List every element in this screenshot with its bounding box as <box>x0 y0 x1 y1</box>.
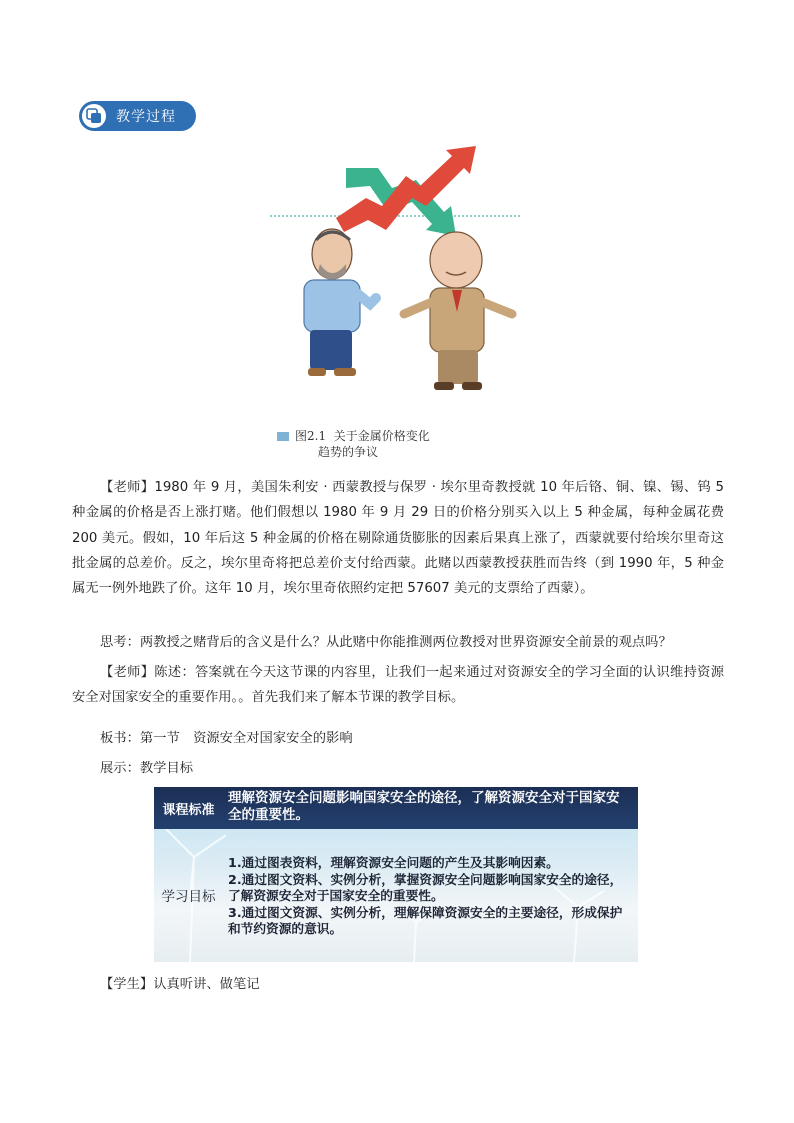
objective-item-2: 2.通过图文资料、实例分析，掌握资源安全问题影响国家安全的途径，了解资源安全对于国家安全的重要性。 <box>228 871 623 903</box>
teacher-paragraph-2 <box>72 660 724 711</box>
course-standard-text: 理解资源安全问题影响国家安全的途径，了解资源安全对于国家安全的重要性。 <box>228 790 620 823</box>
course-standard-label: 课程标准 <box>162 802 215 818</box>
stacked-cards-icon <box>82 104 106 128</box>
teacher-tag: 【老师】 <box>100 480 155 495</box>
learning-objectives-label: 学习目标 <box>161 889 216 905</box>
objective-item-1: 1.通过图表资料，理解资源安全问题的产生及其影响因素。 <box>228 855 559 870</box>
course-standard-row <box>154 787 638 829</box>
professor-left-figure <box>304 229 376 376</box>
student-body: 认真听讲、做笔记 <box>153 977 260 992</box>
professor-right-figure <box>404 232 512 390</box>
teaching-objectives-panel <box>154 787 638 962</box>
section-title: 教学过程 <box>116 109 176 125</box>
board-writing: 板书：第一节 资源安全对国家安全的影响 <box>100 731 353 746</box>
objective-item-3: 3.通过图文资源、实例分析，理解保障资源安全的主要途径，形成保护和节约资源的意识。 <box>228 904 623 936</box>
student-line <box>100 975 260 995</box>
metal-price-debate-illustration <box>266 142 528 398</box>
think-question: 思考：两教授之赌背后的含义是什么？从此赌中你能推测两位教授对世界资源安全前景的观点吗？ <box>100 635 672 650</box>
teacher-paragraph-1-body: 1980 年 9 月，美国朱利安 · 西蒙教授与保罗 · 埃尔里奇教授就 10 年后铬、铜、镍、锡、钨 5 种金属的价格是否上涨打赌。他们假想以 1980 年 9 月 29 日的价格分别买入以上 5 种金属，每种金属花费 200 美元。假如，10 年后这 5 种金属的价格在剔除通货膨胀的因素后果真上涨了，西蒙就要付给埃尔里奇这批金属的总差价。反之，埃尔里奇将把总差价支付给西蒙。此赌以西蒙教授获胜而告终（到 1990 年，5 种金属无一例外地跌了价。这年 10 月，埃尔里奇依照约定把 57607 美元的支票给了西蒙）。 <box>72 480 725 597</box>
teacher-paragraph-2-body: 陈述：答案就在今天这节课的内容里，让我们一起来通过对资源安全的学习全面的认识维持资源安全对国家安全的重要作用。。首先我们来了解本节课的教学目标。 <box>72 665 725 706</box>
teacher-tag-2: 【老师】 <box>100 665 155 680</box>
figure-number: 图2.1 <box>295 429 327 443</box>
figure-caption <box>277 428 517 460</box>
up-trend-arrow-icon <box>336 146 476 232</box>
caption-line-2: 趋势的争议 <box>318 445 379 459</box>
section-tab <box>79 101 196 131</box>
learning-objectives-list <box>228 855 634 938</box>
caption-square-icon <box>277 432 289 441</box>
show-objectives: 展示：教学目标 <box>100 761 194 776</box>
teacher-paragraph-1 <box>72 475 724 601</box>
student-tag: 【学生】 <box>100 977 154 992</box>
caption-line-1: 关于金属价格变化 <box>333 429 430 443</box>
